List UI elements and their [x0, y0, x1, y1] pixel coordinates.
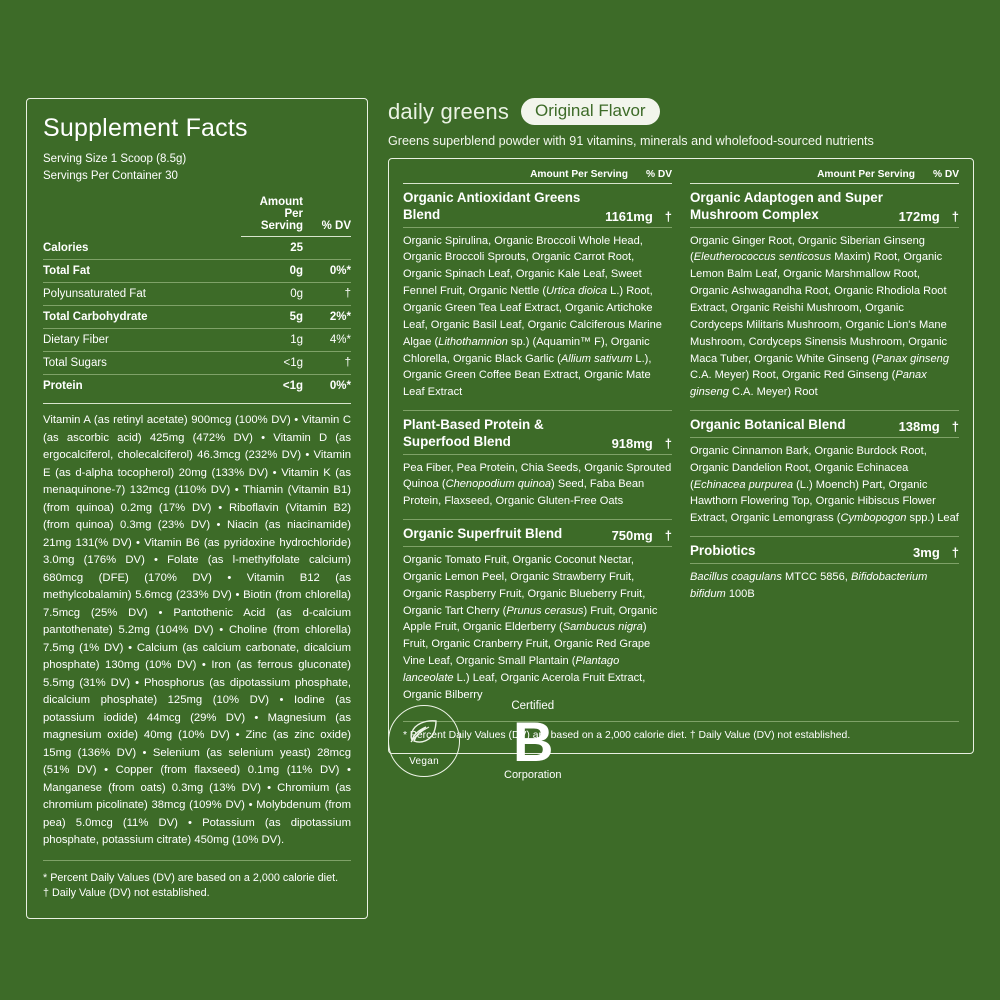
bcorp-corporation-label: Corporation: [504, 769, 562, 782]
blend-column-left: [403, 169, 672, 713]
blend-title-row: [690, 536, 959, 564]
blend-title-row: [403, 190, 672, 228]
table-row: [43, 352, 351, 375]
divider: [43, 403, 351, 404]
serving-size: Serving Size 1 Scoop (8.5g): [43, 152, 187, 165]
blend-amount-group: [612, 436, 672, 451]
blend-name: Organic Adaptogen and Super Mushroom Complex: [690, 190, 883, 222]
product-tagline: Greens superblend powder with 91 vitamins, minerals and wholefood-sourced nutrients: [388, 134, 874, 148]
blend-name: Plant-Based Protein & Superfood Blend: [403, 417, 544, 449]
blend-columns: [403, 169, 959, 713]
blend-amount: 918mg: [611, 435, 653, 451]
nutrient-amount: 5g: [241, 306, 303, 329]
nutrient-dv: 0%*: [303, 375, 351, 398]
bcorp-badge: [504, 700, 561, 783]
amount-col-header: Amount Per Serving: [817, 169, 915, 180]
blend-name: Organic Superfruit Blend: [403, 526, 563, 542]
blend-column-right: [690, 169, 959, 713]
blend-name: Probiotics: [690, 543, 756, 559]
dv-col-header: % DV: [932, 169, 959, 180]
blend-column-header-left: [403, 169, 672, 184]
nutrient-col-header: [43, 191, 241, 237]
blend-ingredients: Organic Spirulina, Organic Broccoli Whole Head, Organic Broccoli Sprouts, Organic Carrot Root, Organic Spinach Leaf, Organic Kale Leaf, Sweet Fennel Fruit, Organic Nettle (Urtica dioica L.) Root, Organic Green Tea Leaf Extract, Organic Artichoke Leaf, Organic Basil Leaf, Organic Calciferous Marine Algae (Lithothamnion sp.) (Aquamin™ F), Organic Chlorella, Organic Black Garlic (Allium sativum L.), Organic Green Coffee Bean Extract, Organic Mate Leaf Extract: [403, 234, 662, 399]
table-row: [43, 237, 351, 260]
nutrition-table: [43, 191, 351, 397]
blend-superfruit: [403, 519, 672, 703]
nutrient-dv: †: [303, 283, 351, 306]
nutrient-name: Calories: [43, 242, 89, 254]
nutrient-name: Polyunsaturated Fat: [43, 283, 241, 306]
vegan-badge: [388, 705, 460, 777]
blend-probiotics: [690, 536, 959, 602]
blend-panel-footnote: * Percent Daily Values (DV) are based on a 2,000 calorie diet. † Daily Value (DV) not established.: [403, 721, 959, 741]
nutrient-dv: 0%*: [303, 260, 351, 283]
flavor-badge: Original Flavor: [521, 98, 660, 125]
bcorp-b-icon: B: [513, 709, 553, 773]
supplement-facts-title: Supplement Facts: [43, 114, 248, 142]
blend-ingredients: Pea Fiber, Pea Protein, Chia Seeds, Organic Sprouted Quinoa (Chenopodium quinoa) Seed, Faba Bean Protein, Flaxseed, Organic Gluten-Free Oats: [403, 461, 672, 508]
nutrient-name: Dietary Fiber: [43, 329, 241, 352]
blend-ingredients: Bacillus coagulans MTCC 5856, Bifidobacterium bifidum 100B: [690, 570, 928, 600]
bcorp-certified-label: Certified: [511, 700, 555, 712]
blend-amount: 138mg: [898, 418, 940, 434]
blend-dv: †: [664, 208, 672, 224]
serving-info: [43, 151, 351, 186]
blend-title-row: [690, 410, 959, 438]
blend-amount-group: [899, 209, 959, 224]
table-row: [43, 260, 351, 283]
blend-botanical: [690, 410, 959, 527]
nutrient-name: Total Sugars: [43, 352, 241, 375]
nutrient-amount: <1g: [241, 352, 303, 375]
blend-dv: †: [951, 418, 959, 434]
blend-ingredients: Organic Ginger Root, Organic Siberian Ginseng (Eleutherococcus senticosus Maxim) Root, Organic Lemon Balm Leaf, Organic Marshmallow Root, Organic Ashwagandha Root, Organic Rhodiola Root Extract, Organic Reishi Mushroom, Organic Cordyceps Militaris Mushroom, Organic Lion's Mane Mushroom, Cordyceps Sinensis Mushroom, Organic Maca Tuber, Organic White Ginseng (Panax ginseng C.A. Meyer) Root, Organic Red Ginseng (Panax ginseng C.A. Meyer) Root: [690, 234, 949, 399]
nutrient-amount: 25: [290, 242, 303, 254]
blend-dv: †: [951, 208, 959, 224]
blend-dv: †: [951, 544, 959, 560]
blend-amount-group: [605, 209, 672, 224]
blend-amount-group: [899, 419, 959, 434]
table-row: [43, 306, 351, 329]
blend-column-header-right: [690, 169, 959, 184]
blend-dv: †: [664, 527, 672, 543]
product-name: daily greens: [388, 98, 510, 124]
product-panel: [388, 98, 974, 754]
dv-col-header: % DV: [303, 191, 351, 237]
nutrient-amount: 1g: [241, 329, 303, 352]
nutrient-dv: [303, 237, 351, 260]
nutrient-dv: 2%*: [303, 306, 351, 329]
blend-plant-protein-superfood: [403, 410, 672, 510]
nutrient-amount: 0g: [241, 283, 303, 306]
blend-name: Organic Antioxidant Greens Blend: [403, 190, 581, 222]
servings-per-container: Servings Per Container 30: [43, 169, 178, 182]
blend-ingredients: Organic Tomato Fruit, Organic Coconut Nectar, Organic Lemon Peel, Organic Strawberry Fruit, Organic Raspberry Fruit, Organic Blueberry Fruit, Organic Tart Cherry (Prunus cerasus) Fruit, Organic Apple Fruit, Organic Elderberry (Sambucus nigra) Fruit, Organic Cranberry Fruit, Organic Red Grape Vine Leaf, Organic Small Plantain (Plantago lanceolate L.) Leaf, Organic Acerola Fruit Extract, Organic Bilberry: [403, 553, 658, 701]
supplement-facts-footnote: [43, 860, 351, 902]
blend-panel: [388, 158, 974, 754]
nutrient-dv: †: [303, 352, 351, 375]
blend-antioxidant-greens: [403, 190, 672, 401]
supplement-facts-panel: [26, 98, 368, 919]
amount-col-header: Amount Per Serving: [241, 191, 303, 237]
footnote-percent-dv: * Percent Daily Values (DV) are based on a 2,000 calorie diet.: [43, 871, 339, 884]
blend-amount: 1161mg: [605, 208, 653, 224]
nutrient-amount: 0g: [241, 260, 303, 283]
certification-badges: [388, 700, 561, 783]
table-row: [43, 329, 351, 352]
blend-amount: 172mg: [898, 208, 940, 224]
dv-col-header: % DV: [645, 169, 672, 180]
blend-amount-group: [612, 528, 672, 543]
nutrient-name: Total Carbohydrate: [43, 306, 241, 329]
amount-col-header: Amount Per Serving: [530, 169, 628, 180]
brand-row: [388, 98, 974, 125]
nutrient-name: Total Fat: [43, 260, 241, 283]
nutrient-dv: 4%*: [303, 329, 351, 352]
blend-ingredients: Organic Cinnamon Bark, Organic Burdock Root, Organic Dandelion Root, Organic Echinacea (Echinacea purpurea (L.) Moench) Part, Organic Hawthorn Flowering Top, Organic Hibiscus Flower Extract, Organic Lemongrass (Cymbopogon spp.) Leaf: [690, 444, 959, 525]
blend-amount: 750mg: [611, 527, 653, 543]
table-row: [43, 375, 351, 398]
vitamin-mineral-list: Vitamin A (as retinyl acetate) 900mcg (100% DV) • Vitamin C (as ascorbic acid) 425mg (472% DV) • Vitamin D (as ergocalciferol, cholecalciferol) 46.3mcg (232% DV) • Vitamin E (as d-alpha tocopherol) 20mg (133% DV) • Vitamin K (as menaquinone-7) 132mcg (110% DV) • Thiamin (Vitamin B1) (from quinoa) 0.2mg (17% DV) • Riboflavin (Vitamin B2) (from quinoa) 0.3mg (23% DV) • Niacin (as niacinamide) 21mg 131(% DV) • Vitamin B6 (as pyridoxine hydrochloride) 3.0mg (176% DV) • Folate (as l-methylfolate calcium) 680mcg (DFE) (170% DV) • Vitamin B12 (as methylcobalamin) 5.6mcg (233% DV) • Biotin (from chlorella) 7.5mcg (25% DV) • Pantothenic Acid (as d-calcium pantothenate) 5.2mg (104% DV) • Choline (from chlorella) 7.5mg (1% DV) • Calcium (as calcium carbonate, dicalcium phosphate) 130mg (10% DV) • Iron (as ferrous gluconate) 5.5mg (31% DV) • Phosphorus (as dipotassium phosphate, dicalcium phosphate) 125mg (10% DV) • Iodine (as potassium iodide) 44mcg (29% DV) • Magnesium (as magnesium oxide) 40mg (10% DV) • Zinc (as zinc oxide) 15mg (136% DV) • Selenium (as selenium yeast) 28mcg (51% DV) • Copper (from flaxseed) 0.1mg (11% DV) • Manganese (from oats) 0.3mg (13% DV) • Chromium (as chromium picolinate) 38mcg (109% DV) • Molybdenum (from pea) 5.0mcg (11% DV) • Potassium (as dipotassium phosphate, potassium citrate) 450mg (10% DV).: [43, 414, 351, 846]
table-row: [43, 283, 351, 306]
blend-title-row: [403, 410, 672, 455]
blend-dv: †: [664, 435, 672, 451]
vegan-label: Vegan: [409, 756, 439, 768]
blend-adaptogen-mushroom: [690, 190, 959, 401]
blend-title-row: [690, 190, 959, 228]
blend-name: Organic Botanical Blend: [690, 417, 846, 433]
blend-amount: 3mg: [913, 544, 940, 560]
leaf-icon: [407, 718, 441, 751]
blend-amount-group: [913, 545, 959, 560]
footnote-dagger: † Daily Value (DV) not established.: [43, 887, 210, 900]
nutrient-amount: <1g: [241, 375, 303, 398]
nutrition-table-header: [43, 191, 351, 237]
nutrient-name: Protein: [43, 375, 241, 398]
blend-title-row: [403, 519, 672, 547]
